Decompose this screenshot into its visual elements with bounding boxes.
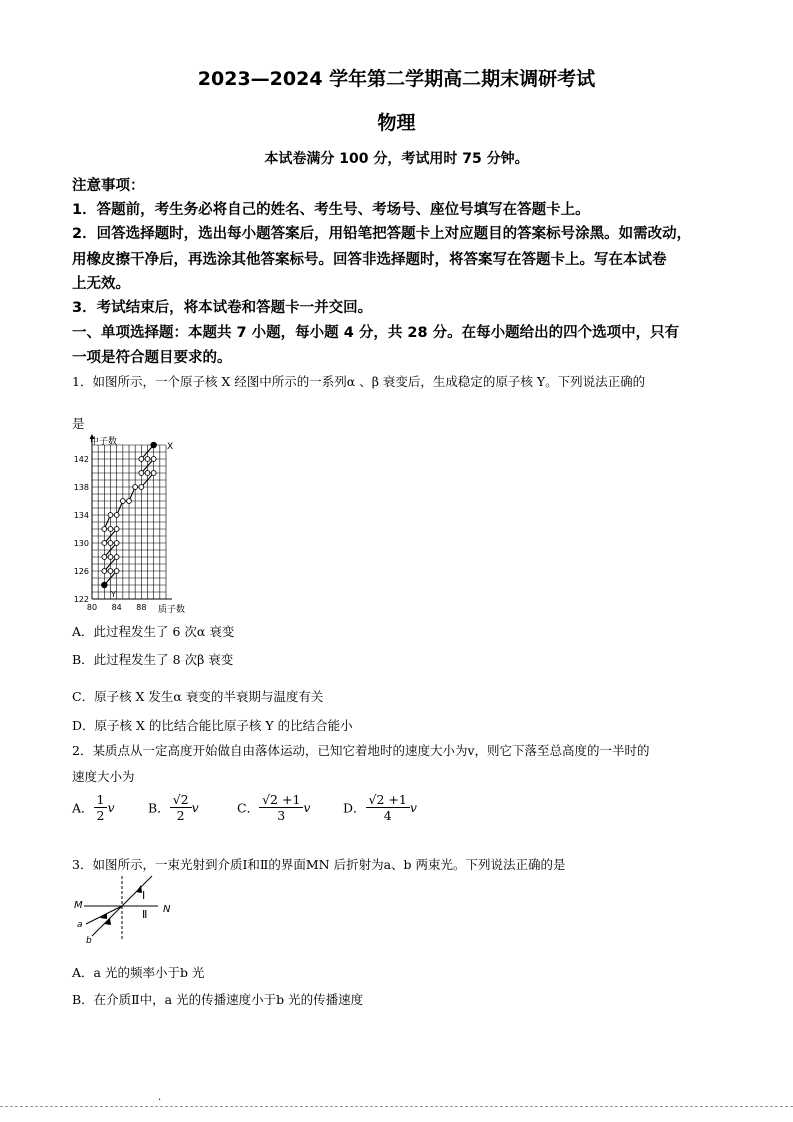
refraction-diagram (70, 872, 190, 946)
x-tick-label: 80 (86, 603, 98, 612)
y-tick-label: 134 (73, 511, 89, 520)
y-tick-label: 126 (73, 567, 89, 576)
chart-label-y: Y (111, 590, 116, 599)
label-medium-1: Ⅰ (142, 889, 146, 902)
notes-heading: 注意事项： (72, 178, 145, 194)
note-item-2-line3: 上无效。 (72, 276, 130, 292)
q2-option-c: C． $\frac{√2 +1}{3}$ v (237, 792, 311, 823)
subject-title: 物理 (377, 112, 416, 134)
decay-point (139, 457, 144, 462)
decay-point (120, 499, 125, 504)
decay-point (127, 499, 132, 504)
section1-heading-line2: 一项是符合题目要求的。 (72, 350, 232, 366)
y-tick-label: 130 (73, 539, 89, 548)
ray-b-arrow (104, 918, 111, 925)
label-m: M (74, 900, 83, 911)
q3-stem: 3．如图所示，一束光射到介质Ⅰ和Ⅱ的界面MN 后折射为a、b 两束光。下列说法正确的是 (72, 857, 566, 872)
ray-a (86, 906, 122, 924)
decay-point (102, 569, 107, 574)
note-item-2-line1: 2．回答选择题时，选出每小题答案后，用铅笔把答题卡上对应题目的答案标号涂黑。如需改动， (72, 226, 692, 242)
q1-stem-line2: 是 (72, 416, 85, 431)
label-medium-2: Ⅱ (142, 908, 148, 921)
q2-stem-line2: 速度大小为 (72, 769, 135, 784)
chart-ticks (74, 455, 147, 612)
decay-point (139, 471, 144, 476)
decay-point (102, 527, 107, 532)
y-tick-label: 138 (73, 483, 89, 492)
q1-stem-line1: 1．如图所示，一个原子核 X 经图中所示的一系列α 、β 衰变后，生成稳定的原子核 Y。下列说法正确的 (72, 374, 646, 389)
decay-point (151, 457, 156, 462)
chart-y-label: 中子数 (90, 437, 118, 447)
q3-option-a: A．a 光的频率小于b 光 (72, 965, 205, 980)
q1-option-c: C．原子核 X 发生α 衰变的半衰期与温度有关 (72, 689, 324, 704)
decay-point (133, 485, 138, 490)
y-tick-label: 122 (73, 595, 89, 604)
decay-point (114, 555, 119, 560)
decay-point (139, 485, 144, 490)
label-a: a (77, 920, 83, 930)
chart-grid (92, 445, 166, 599)
exam-title: 2023—2024 学年第二学期高二期末调研考试 (197, 68, 596, 90)
y-tick-label: 142 (73, 455, 89, 464)
decay-point (108, 527, 113, 532)
exam-info: 本试卷满分 100 分，考试用时 75 分钟。 (264, 151, 529, 167)
note-item-3: 3．考试结束后，将本试卷和答题卡一并交回。 (72, 300, 373, 316)
page-bottom-rule (0, 1106, 793, 1107)
q1-option-d: D．原子核 X 的比结合能比原子核 Y 的比结合能小 (72, 718, 353, 733)
x-tick-label: 88 (136, 603, 147, 612)
q2-stem-line1: 2．某质点从一定高度开始做自由落体运动，已知它着地时的速度大小为v，则它下落至总高度的一半时的 (72, 743, 650, 758)
decay-point (114, 513, 119, 518)
q1-option-b: B．此过程发生了 8 次β 衰变 (72, 652, 234, 667)
x-tick-label: 84 (111, 603, 122, 612)
decay-point (151, 471, 156, 476)
chart-label-x: X (167, 442, 174, 452)
q2-option-d: D． $\frac{√2 +1}{4}$ v (343, 792, 417, 823)
decay-point (102, 541, 107, 546)
decay-point (108, 513, 113, 518)
decay-point (108, 569, 113, 574)
decay-point (151, 442, 157, 448)
note-item-1: 1．答题前，考生务必将自己的姓名、考生号、考场号、座位号填写在答题卡上。 (72, 202, 590, 218)
note-item-2-line2: 用橡皮擦干净后，再选涂其他答案标号。回答非选择题时，将答案写在答题卡上。写在本试卷 (72, 252, 667, 268)
q2-option-b: B． $\frac{√2}{2}$ v (148, 792, 199, 823)
decay-point (108, 541, 113, 546)
decay-point (114, 527, 119, 532)
decay-point (108, 555, 113, 560)
label-n: N (163, 904, 171, 915)
chart-x-label: 质子数 (158, 605, 186, 615)
q1-option-a: A．此过程发生了 6 次α 衰变 (72, 624, 235, 639)
decay-point (114, 569, 119, 574)
decay-point (102, 582, 108, 588)
decay-point (114, 541, 119, 546)
decay-point (145, 457, 150, 462)
label-b: b (86, 936, 92, 946)
decay-chart (70, 432, 190, 616)
q2-option-a: A． $\frac{1}{2}$ v (72, 792, 115, 823)
section1-heading-line1: 一、单项选择题：本题共 7 小题，每小题 4 分，共 28 分。在每小题给出的四个选项中，只有 (72, 325, 680, 341)
decay-point (102, 555, 107, 560)
decay-point (145, 471, 150, 476)
footer-dot: . (158, 1092, 162, 1103)
q3-option-b: B．在介质Ⅱ中，a 光的传播速度小于b 光的传播速度 (72, 992, 364, 1007)
